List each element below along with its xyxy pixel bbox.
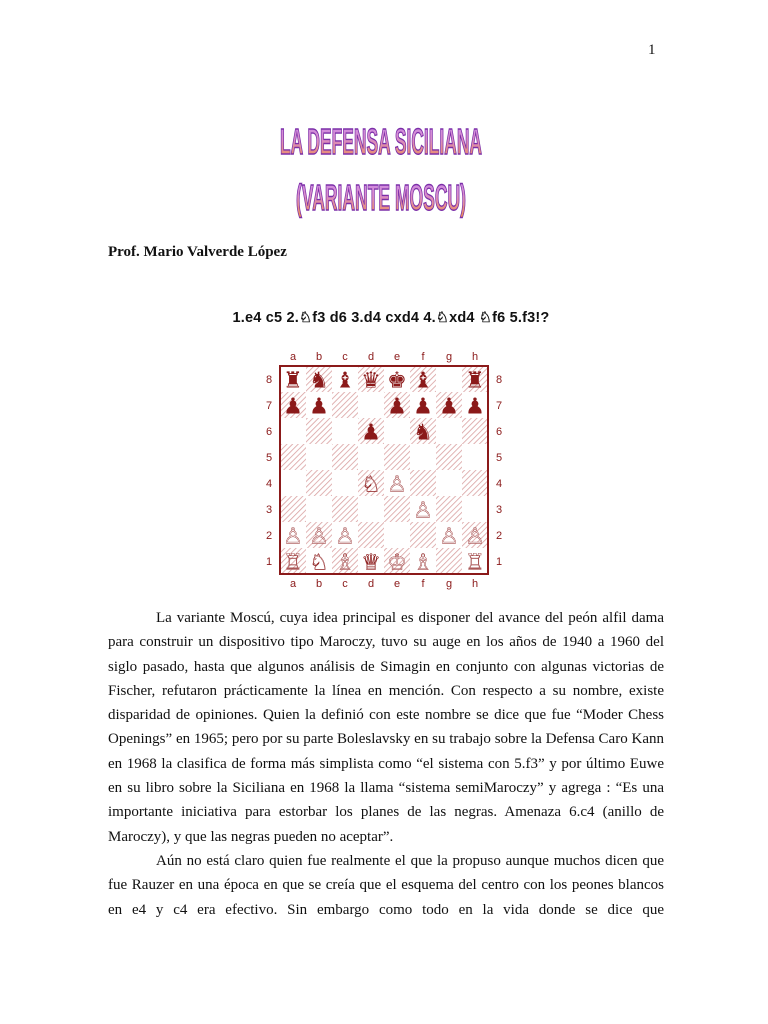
white-pawn-icon: ♙ — [283, 524, 303, 550]
rank-label-left: 3 — [265, 504, 273, 516]
file-label-bottom: c — [342, 578, 348, 590]
rank-label-right: 7 — [495, 400, 503, 412]
black-knight-icon: ♞ — [413, 420, 433, 446]
light-square — [280, 470, 306, 496]
black-pawn-icon: ♟ — [361, 420, 381, 446]
white-pawn-icon: ♙ — [413, 498, 433, 524]
page-number: 1 — [648, 42, 656, 58]
dark-square — [384, 496, 410, 522]
dark-square — [332, 392, 358, 418]
light-square — [462, 444, 488, 470]
author-name: Prof. Mario Valverde López — [108, 244, 287, 260]
white-pawn-icon: ♙ — [439, 524, 459, 550]
paragraph-1: La variante Moscú, cuya idea principal es disponer del avance del peón alfil dama para construir un dispositivo tipo Maroczy, tuvo su auge en los años de 1940 a 1960 del siglo pasado, hasta que algunos análisis de Simagin en conjunto con algunas victorias de Fischer, refutaron prácticamente la línea en mención. Con respecto a su nombre, existe disparidad de opiniones. Quien la definió con este nombre se dice que fue “Moder Chess Openings” en 1965; pero por su parte Boleslavsky en su trabajo sobre la Defensa Caro Kann en 1968 la clasifica de forma más simplista como “el sistema con 5.f3” y por último Euwe en su libro sobre la Siciliana en 1968 la llama “sistema semiMaroczy” y agrega : “Es una importante iniciativa para estorbar los planes de las negras. Amenaza 6.c4 (anillo de Maroczy), y que las negras pueden no aceptar”. — [108, 610, 664, 845]
file-label-top: d — [367, 351, 375, 363]
body-text — [108, 606, 664, 922]
file-label-top: a — [289, 351, 297, 363]
white-pawn-icon: ♙ — [335, 524, 355, 550]
title-line-2: (VARIANTE MOSCU) — [296, 177, 466, 218]
dark-square — [332, 496, 358, 522]
rank-label-right: 2 — [495, 530, 503, 542]
dark-square — [436, 548, 462, 574]
black-pawn-icon: ♟ — [283, 394, 303, 420]
file-label-bottom: e — [393, 578, 401, 590]
file-label-top: c — [342, 351, 348, 363]
file-label-top: e — [393, 351, 401, 363]
dark-square — [462, 470, 488, 496]
white-bishop-icon: ♗ — [335, 550, 355, 576]
black-knight-icon: ♞ — [309, 368, 329, 394]
dark-square — [384, 444, 410, 470]
black-rook-icon: ♜ — [283, 368, 303, 394]
white-queen-icon: ♕ — [361, 550, 381, 576]
rank-label-left: 5 — [265, 452, 273, 464]
file-label-bottom: b — [315, 578, 323, 590]
light-square — [384, 522, 410, 548]
dark-square — [280, 444, 306, 470]
rank-label-right: 3 — [495, 504, 503, 516]
light-square — [436, 418, 462, 444]
light-square — [280, 418, 306, 444]
dark-square — [436, 496, 462, 522]
black-pawn-icon: ♟ — [439, 394, 459, 420]
file-label-top: h — [471, 351, 479, 363]
black-queen-icon: ♛ — [361, 368, 381, 394]
dark-square — [332, 444, 358, 470]
rank-label-right: 5 — [495, 452, 503, 464]
light-square — [332, 418, 358, 444]
rank-label-left: 1 — [265, 556, 273, 568]
dark-square — [306, 418, 332, 444]
white-pawn-icon: ♙ — [309, 524, 329, 550]
file-label-bottom: h — [471, 578, 479, 590]
rank-label-right: 6 — [495, 426, 503, 438]
paragraph-2: Aún no está claro quien fue realmente el que la propuso aunque muchos dicen que fue Rauzer en una época en que se creía que el esquema del centro con los peones blancos en e4 y c4 era efectivo. Sin embargo como todo en la vida donde se dice que — [108, 852, 664, 918]
rank-label-right: 8 — [495, 374, 503, 386]
file-label-top: f — [421, 351, 425, 363]
title-line-1: LA DEFENSA SICILIANA — [280, 121, 482, 162]
file-label-bottom: f — [421, 578, 425, 590]
file-label-bottom: d — [367, 578, 375, 590]
black-pawn-icon: ♟ — [413, 394, 433, 420]
dark-square — [410, 522, 436, 548]
white-pawn-icon: ♙ — [387, 472, 407, 498]
dark-square — [462, 418, 488, 444]
rank-label-left: 7 — [265, 400, 273, 412]
white-rook-icon: ♖ — [465, 550, 485, 576]
black-bishop-icon: ♝ — [335, 368, 355, 394]
black-king-icon: ♚ — [387, 368, 407, 394]
file-label-top: b — [315, 351, 323, 363]
white-knight-icon: ♘ — [361, 472, 381, 498]
dark-square — [306, 470, 332, 496]
light-square — [306, 496, 332, 522]
black-pawn-icon: ♟ — [465, 394, 485, 420]
light-square — [358, 392, 384, 418]
dark-square — [280, 496, 306, 522]
rank-label-left: 4 — [265, 478, 273, 490]
title-wordart — [270, 108, 492, 220]
file-label-bottom: g — [445, 578, 453, 590]
white-king-icon: ♔ — [387, 550, 407, 576]
rank-label-right: 1 — [495, 556, 503, 568]
file-label-bottom: a — [289, 578, 297, 590]
opening-moves: 1.e4 c5 2.♘f3 d6 3.d4 cxd4 4.♘xd4 ♘f6 5.f3!? — [232, 310, 550, 326]
light-square — [410, 444, 436, 470]
light-square — [358, 496, 384, 522]
white-knight-icon: ♘ — [309, 550, 329, 576]
black-pawn-icon: ♟ — [309, 394, 329, 420]
white-pawn-icon: ♙ — [465, 524, 485, 550]
file-label-top: g — [445, 351, 453, 363]
black-bishop-icon: ♝ — [413, 368, 433, 394]
white-rook-icon: ♖ — [283, 550, 303, 576]
dark-square — [436, 444, 462, 470]
rank-label-left: 2 — [265, 530, 273, 542]
dark-square — [410, 470, 436, 496]
light-square — [436, 470, 462, 496]
light-square — [358, 444, 384, 470]
black-pawn-icon: ♟ — [387, 394, 407, 420]
light-square — [332, 470, 358, 496]
white-bishop-icon: ♗ — [413, 550, 433, 576]
rank-label-left: 6 — [265, 426, 273, 438]
dark-square — [358, 522, 384, 548]
chess-diagram — [258, 348, 510, 590]
light-square — [306, 444, 332, 470]
light-square — [436, 366, 462, 392]
black-rook-icon: ♜ — [465, 368, 485, 394]
light-square — [462, 496, 488, 522]
rank-label-right: 4 — [495, 478, 503, 490]
light-square — [384, 418, 410, 444]
rank-label-left: 8 — [265, 374, 273, 386]
